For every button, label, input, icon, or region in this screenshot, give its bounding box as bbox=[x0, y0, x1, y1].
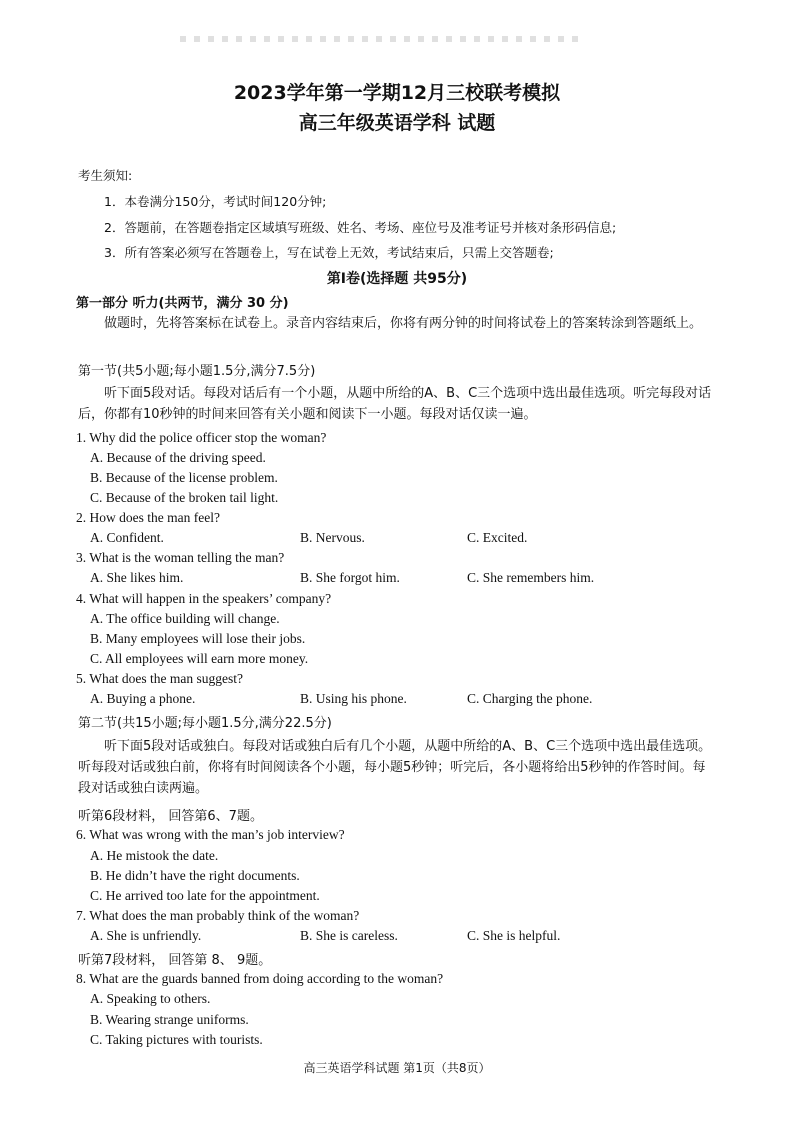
material-7-instruction: 听第7段材料， 回答第 8、 9题。 bbox=[78, 953, 272, 968]
question-1-stem: 1. Why did the police officer stop the woman? bbox=[76, 430, 327, 445]
part1-intro: 做题时，先将答案标在试卷上。录音内容结束后，你将有两分钟的时间将试卷上的答案转涂到答题纸上。 bbox=[104, 316, 703, 331]
notice-item-2: 2．答题前，在答题卷指定区域填写班级、姓名、考场、座位号及准考证号并核对条形码信息; bbox=[104, 220, 617, 235]
part1-title: 第一部分 听力(共两节，满分 30 分) bbox=[76, 296, 289, 311]
volume-title: 第Ⅰ卷(选择题 共95分) bbox=[326, 271, 468, 287]
question-3-option-a: A. She likes him. bbox=[90, 570, 184, 585]
scan-artifact bbox=[180, 36, 580, 42]
question-8-option-b: B. Wearing strange uniforms. bbox=[90, 1012, 249, 1027]
question-2-option-c: C. Excited. bbox=[467, 530, 528, 545]
question-5-option-b: B. Using his phone. bbox=[300, 691, 407, 706]
section2-intro: 听下面5段对话或独白。每段对话或独白后有几个小题，从题中所给的A、B、C三个选项中选出最佳选项。听每段对话或独白前，你将有时间阅读各个小题，每小题5秒钟；听完后，各小题将给出5秒钟的作答时间。每段对话或独白读两遍。 bbox=[78, 739, 712, 796]
question-1-option-a: A. Because of the driving speed. bbox=[90, 450, 266, 465]
section1-intro: 听下面5段对话。每段对话后有一个小题，从题中所给的A、B、C三个选项中选出最佳选项。听完每段对话后，你都有10秒钟的时间来回答有关小题和阅读下一小题。每段对话仅读一遍。 bbox=[78, 386, 712, 422]
question-4-stem: 4. What will happen in the speakers’ company? bbox=[76, 591, 332, 606]
question-8-option-a: A. Speaking to others. bbox=[90, 991, 211, 1006]
question-2-option-b: B. Nervous. bbox=[300, 530, 365, 545]
question-6-option-a: A. He mistook the date. bbox=[90, 848, 219, 863]
question-8-stem: 8. What are the guards banned from doing according to the woman? bbox=[76, 971, 444, 986]
question-1-option-c: C. Because of the broken tail light. bbox=[90, 490, 279, 505]
question-5-option-c: C. Charging the phone. bbox=[467, 691, 593, 706]
question-3-option-b: B. She forgot him. bbox=[300, 570, 400, 585]
question-7-option-a: A. She is unfriendly. bbox=[90, 928, 202, 943]
page-footer: 高三英语学科试题 第1页（共8页） bbox=[303, 1061, 491, 1075]
exam-title: 2023学年第一学期12月三校联考模拟 bbox=[233, 82, 561, 104]
material-6-instruction: 听第6段材料， 回答第6、7题。 bbox=[78, 809, 263, 824]
question-3-stem: 3. What is the woman telling the man? bbox=[76, 550, 285, 565]
question-3-option-c: C. She remembers him. bbox=[467, 570, 595, 585]
question-1-option-b: B. Because of the license problem. bbox=[90, 470, 278, 485]
question-2-option-a: A. Confident. bbox=[90, 530, 164, 545]
question-4-option-a: A. The office building will change. bbox=[90, 611, 280, 626]
question-4-option-b: B. Many employees will lose their jobs. bbox=[90, 631, 306, 646]
question-6-stem: 6. What was wrong with the man’s job interview? bbox=[76, 827, 345, 842]
question-7-option-c: C. She is helpful. bbox=[467, 928, 561, 943]
question-6-option-b: B. He didn’t have the right documents. bbox=[90, 868, 300, 883]
question-2-stem: 2. How does the man feel? bbox=[76, 510, 220, 525]
notice-heading: 考生须知: bbox=[78, 168, 133, 183]
notice-item-1: 1．本卷满分150分，考试时间120分钟; bbox=[104, 194, 327, 209]
section1-title: 第一节(共5小题;每小题1.5分,满分7.5分) bbox=[78, 364, 316, 379]
question-5-stem: 5. What does the man suggest? bbox=[76, 671, 243, 686]
question-4-option-c: C. All employees will earn more money. bbox=[90, 651, 309, 666]
question-5-option-a: A. Buying a phone. bbox=[90, 691, 196, 706]
notice-item-3: 3．所有答案必须写在答题卷上，写在试卷上无效，考试结束后，只需上交答题卷; bbox=[104, 245, 554, 260]
question-8-option-c: C. Taking pictures with tourists. bbox=[90, 1032, 263, 1047]
question-7-option-b: B. She is careless. bbox=[300, 928, 398, 943]
section2-title: 第二节(共15小题;每小题1.5分,满分22.5分) bbox=[78, 716, 332, 731]
question-7-stem: 7. What does the man probably think of the woman? bbox=[76, 908, 360, 923]
question-6-option-c: C. He arrived too late for the appointment. bbox=[90, 888, 320, 903]
exam-subtitle: 高三年级英语学科 试题 bbox=[298, 112, 496, 134]
